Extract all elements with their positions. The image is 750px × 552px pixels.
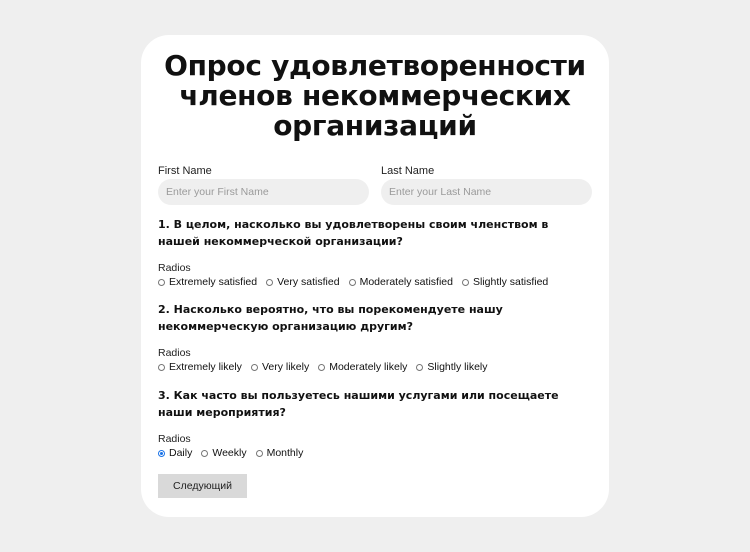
radio-option[interactable] [349, 276, 453, 288]
survey-card [141, 35, 609, 517]
radio-button[interactable] [462, 279, 469, 286]
last-name-label: Last Name [381, 165, 435, 177]
radio-button[interactable] [201, 450, 208, 457]
question-2: 2. Насколько вероятно, что вы порекомендуете нашу некоммерческую организацию другим? [158, 303, 503, 333]
radio-option[interactable] [462, 276, 548, 288]
radios-label-2: Radios [158, 347, 191, 359]
radio-button[interactable] [256, 450, 263, 457]
radio-option[interactable] [158, 276, 257, 288]
radio-option-label: Monthly [266, 447, 304, 459]
radio-option[interactable] [318, 361, 407, 373]
question-3: 3. Как часто вы пользуетесь нашими услугами или посещаете наши мероприятия? [158, 389, 559, 419]
radios-label-1: Radios [158, 262, 191, 274]
first-name-input[interactable] [158, 179, 369, 205]
radio-button[interactable] [158, 364, 165, 371]
radio-option[interactable] [158, 447, 192, 459]
radio-button[interactable] [349, 279, 356, 286]
radio-group-3 [158, 447, 312, 459]
radio-option[interactable] [266, 276, 339, 288]
radio-option-label: Slightly likely [427, 361, 488, 373]
radio-group-2 [158, 361, 497, 373]
radio-option-label: Weekly [212, 447, 247, 459]
radio-option-label: Extremely satisfied [169, 276, 258, 288]
radios-label-3: Radios [158, 433, 191, 445]
radio-button[interactable] [416, 364, 423, 371]
last-name-input[interactable] [381, 179, 592, 205]
radio-option-label: Extremely likely [169, 361, 242, 373]
radio-option-label: Daily [169, 447, 193, 459]
radio-option[interactable] [416, 361, 487, 373]
radio-option[interactable] [201, 447, 246, 459]
radio-group-1 [158, 276, 557, 288]
first-name-label: First Name [158, 165, 212, 177]
radio-button[interactable] [318, 364, 325, 371]
radio-option-label: Slightly satisfied [472, 276, 549, 288]
next-button[interactable]: Следующий [158, 474, 247, 498]
radio-option-label: Very likely [261, 361, 310, 373]
radio-option-label: Moderately likely [329, 361, 408, 373]
question-1: 1. В целом, насколько вы удовлетворены своим членством в нашей некоммерческой организации? [158, 218, 549, 248]
radio-option-label: Moderately satisfied [359, 276, 453, 288]
radio-button[interactable] [266, 279, 273, 286]
radio-button[interactable] [158, 279, 165, 286]
radio-button[interactable] [251, 364, 258, 371]
radio-button[interactable] [158, 450, 165, 457]
radio-option[interactable] [251, 361, 309, 373]
radio-option[interactable] [158, 361, 242, 373]
radio-option-label: Very satisfied [277, 276, 340, 288]
radio-option[interactable] [256, 447, 304, 459]
page-title: Опрос удовлетворенности членов некоммерческих организаций [164, 49, 586, 142]
